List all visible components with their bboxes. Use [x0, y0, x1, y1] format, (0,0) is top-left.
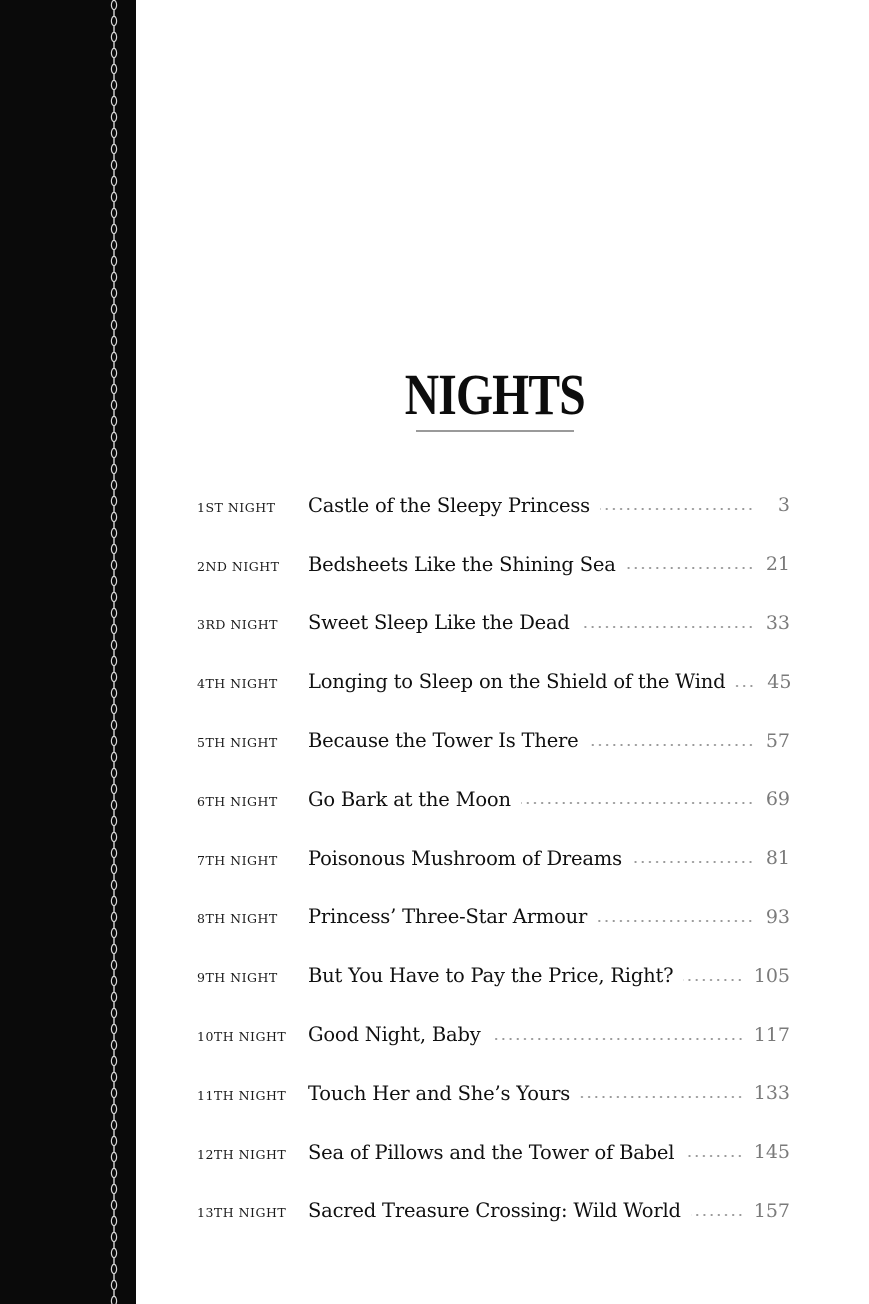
- page-number: 45: [767, 670, 792, 693]
- toc-entry[interactable]: [197, 652, 790, 711]
- toc-entry[interactable]: [197, 946, 790, 1005]
- night-number-label: 7TH NIGHT: [197, 852, 278, 868]
- chain-link: [111, 80, 116, 89]
- chain-link: [111, 864, 116, 873]
- chain-link: [111, 16, 116, 25]
- chain-border-decoration: [108, 0, 120, 1304]
- chain-link: [111, 992, 116, 1001]
- night-number-label: 3RD NIGHT: [197, 617, 278, 633]
- dot-leader: [735, 685, 755, 687]
- chain-link: [111, 304, 116, 313]
- dot-leader: [632, 861, 754, 863]
- toc-entry[interactable]: [197, 594, 790, 653]
- chain-link: [111, 1120, 116, 1129]
- chain-link: [111, 1296, 116, 1304]
- chapter-title: But You Have to Pay the Price, Right?: [308, 964, 674, 988]
- toc-entry[interactable]: [197, 829, 790, 888]
- night-number-label: 5TH NIGHT: [197, 735, 278, 751]
- chain-link: [111, 320, 116, 329]
- heading-block: [0, 362, 869, 432]
- chapter-title: Touch Her and She’s Yours: [308, 1081, 571, 1105]
- chain-link: [111, 736, 116, 745]
- chain-link: [111, 272, 116, 281]
- chain-link: [111, 880, 116, 889]
- chain-link: [111, 496, 116, 505]
- chain-link: [111, 976, 116, 985]
- chain-link: [111, 96, 116, 105]
- chain-link: [111, 1088, 116, 1097]
- chain-link: [111, 1152, 116, 1161]
- chain-link: [111, 944, 116, 953]
- toc-entry[interactable]: [197, 1123, 790, 1182]
- page-number: 33: [765, 611, 790, 634]
- page-number: 81: [765, 847, 790, 870]
- chapter-title: Bedsheets Like the Shining Sea: [308, 552, 616, 576]
- night-number-label: 10TH NIGHT: [197, 1029, 287, 1045]
- chapter-title: Go Bark at the Moon: [308, 787, 511, 811]
- title-underline: [416, 430, 574, 432]
- chain-link: [111, 928, 116, 937]
- chain-link: [111, 432, 116, 441]
- dot-leader: [683, 979, 743, 981]
- chain-link: [111, 224, 116, 233]
- chain-link: [111, 1168, 116, 1177]
- chain-link: [111, 144, 116, 153]
- night-number-label: 8TH NIGHT: [197, 911, 278, 927]
- toc-entry[interactable]: [197, 1005, 790, 1064]
- toc-entry[interactable]: [197, 1182, 790, 1241]
- toc-entry[interactable]: [197, 770, 790, 829]
- chain-link: [111, 128, 116, 137]
- chain-link: [111, 208, 116, 217]
- chain-link: [111, 1200, 116, 1209]
- chapter-title: Sacred Treasure Crossing: Wild World: [308, 1199, 681, 1223]
- chain-link: [111, 688, 116, 697]
- chain-link: [111, 768, 116, 777]
- chain-link: [111, 1040, 116, 1049]
- night-number-label: 9TH NIGHT: [197, 970, 278, 986]
- chain-link: [111, 256, 116, 265]
- chain-link: [111, 896, 116, 905]
- chapter-title: Princess’ Three-Star Armour: [308, 905, 588, 929]
- night-number-label: 13TH NIGHT: [197, 1205, 287, 1221]
- chain-link: [111, 176, 116, 185]
- chapter-title: Sweet Sleep Like the Dead: [308, 611, 570, 635]
- chain-link: [111, 240, 116, 249]
- page-number: 145: [753, 1141, 790, 1164]
- dot-leader: [580, 1096, 744, 1098]
- dot-leader: [626, 567, 754, 569]
- night-number-label: 12TH NIGHT: [197, 1146, 287, 1162]
- chain-link: [111, 560, 116, 569]
- chain-link: [111, 912, 116, 921]
- night-number-label: 11TH NIGHT: [197, 1087, 287, 1103]
- chain-link: [111, 592, 116, 601]
- chain-link: [111, 1056, 116, 1065]
- chain-link: [111, 1072, 116, 1081]
- chain-link: [111, 816, 116, 825]
- chain-link: [111, 32, 116, 41]
- chain-link: [111, 672, 116, 681]
- chain-link: [111, 0, 116, 9]
- chain-link: [111, 1264, 116, 1273]
- chain-link: [111, 800, 116, 809]
- chapter-title: Poisonous Mushroom of Dreams: [308, 846, 622, 870]
- chain-link: [111, 336, 116, 345]
- page-number: 57: [765, 729, 790, 752]
- chain-link: [111, 1232, 116, 1241]
- chain-link: [111, 544, 116, 553]
- chain-link: [111, 448, 116, 457]
- chain-link: [111, 112, 116, 121]
- dot-leader: [491, 1038, 744, 1040]
- chain-link: [111, 848, 116, 857]
- chain-link: [111, 1024, 116, 1033]
- night-number-label: 6TH NIGHT: [197, 793, 278, 809]
- chain-link: [111, 656, 116, 665]
- dot-leader: [600, 508, 754, 510]
- chain-link: [111, 1280, 116, 1289]
- chain-link: [111, 64, 116, 73]
- night-number-label: 4TH NIGHT: [197, 676, 278, 692]
- chain-link: [111, 480, 116, 489]
- chain-link: [111, 640, 116, 649]
- night-number-label: 2ND NIGHT: [197, 558, 280, 574]
- chain-link: [111, 352, 116, 361]
- chain-link: [111, 288, 116, 297]
- chain-link: [111, 1136, 116, 1145]
- table-of-contents: [197, 476, 790, 1240]
- dot-leader: [684, 1155, 743, 1157]
- night-number-label: 1ST NIGHT: [197, 499, 276, 515]
- dot-leader: [589, 744, 754, 746]
- chapter-title: Longing to Sleep on the Shield of the Wind: [308, 670, 726, 694]
- dot-leader: [521, 802, 754, 804]
- page-number: 69: [765, 788, 790, 811]
- chapter-title: Good Night, Baby: [308, 1023, 481, 1047]
- chain-link: [111, 784, 116, 793]
- chain-link: [111, 1184, 116, 1193]
- chain-link: [111, 512, 116, 521]
- page-number: 157: [753, 1199, 790, 1222]
- chapter-title: Because the Tower Is There: [308, 729, 579, 753]
- chain-link: [111, 1216, 116, 1225]
- toc-entry[interactable]: [197, 711, 790, 770]
- chain-link: [111, 608, 116, 617]
- chain-link: [111, 960, 116, 969]
- chain-link: [111, 160, 116, 169]
- chain-link: [111, 1104, 116, 1113]
- chain-link: [111, 704, 116, 713]
- chain-link: [111, 832, 116, 841]
- toc-entry[interactable]: [197, 535, 790, 594]
- chain-link: [111, 720, 116, 729]
- chain-link: [111, 752, 116, 761]
- chain-link: [111, 624, 116, 633]
- dot-leader: [580, 626, 754, 628]
- page-number: 21: [765, 553, 790, 576]
- chain-link: [111, 48, 116, 57]
- dot-leader: [691, 1214, 744, 1216]
- chapter-title: Castle of the Sleepy Princess: [308, 493, 590, 517]
- chain-link: [111, 1248, 116, 1257]
- page-number: 117: [753, 1023, 790, 1046]
- toc-entry[interactable]: [197, 888, 790, 947]
- toc-entry[interactable]: [197, 1064, 790, 1123]
- chain-link: [111, 192, 116, 201]
- page-number: 3: [777, 494, 790, 517]
- chain-link: [111, 1008, 116, 1017]
- chain-link: [111, 576, 116, 585]
- page-number: 93: [765, 905, 790, 928]
- chain-link: [111, 464, 116, 473]
- page-number: 105: [753, 964, 790, 987]
- dot-leader: [597, 920, 754, 922]
- chapter-title: Sea of Pillows and the Tower of Babel: [308, 1140, 675, 1164]
- chain-link: [111, 528, 116, 537]
- page-title: NIGHTS: [404, 362, 585, 427]
- page-number: 133: [753, 1082, 790, 1105]
- toc-entry[interactable]: [197, 476, 790, 535]
